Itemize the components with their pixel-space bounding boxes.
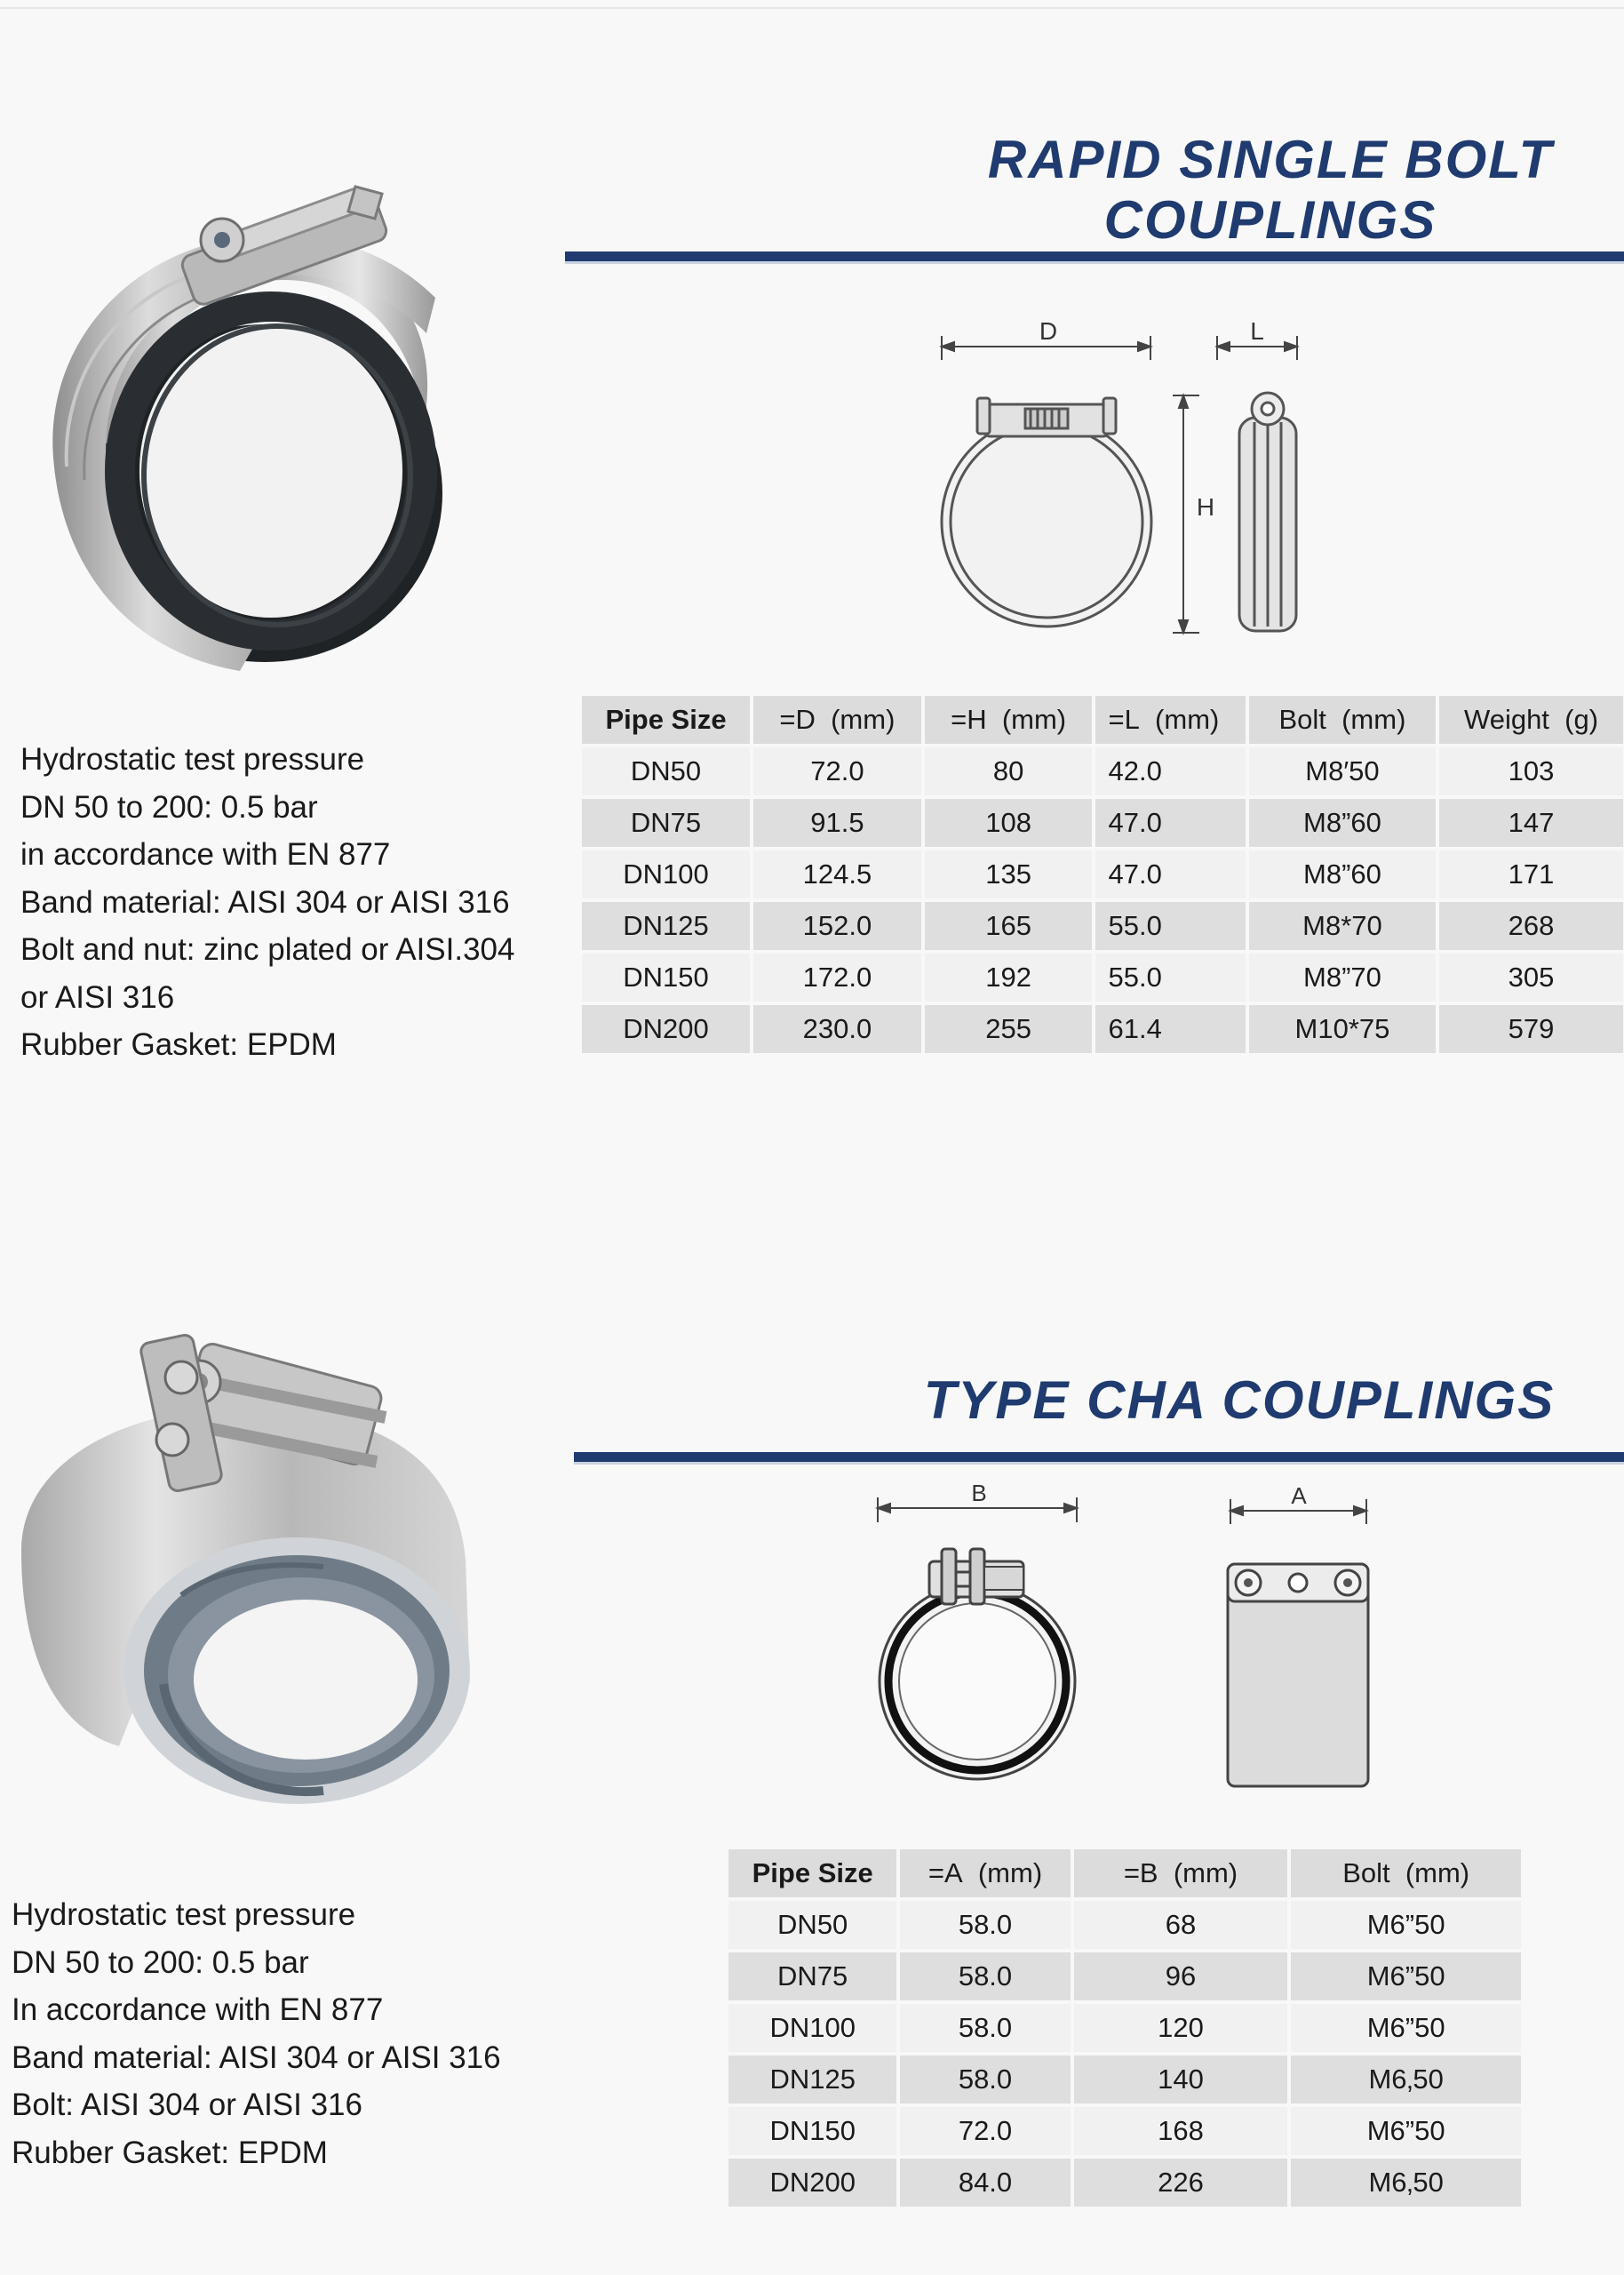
table-cell: 268 <box>1439 902 1623 950</box>
col-header-h: =H (mm) <box>925 696 1093 744</box>
table-row <box>582 954 1623 1002</box>
cha-spec-item: Bolt: AISI 304 or AISI 316 <box>12 2087 362 2122</box>
cha-spec-item: Band material: AISI 304 or AISI 316 <box>12 2040 501 2075</box>
table-row <box>582 1005 1623 1053</box>
col-header-l: =L (mm) <box>1095 696 1245 744</box>
col-header-d: =D (mm) <box>753 696 921 744</box>
type-cha-section <box>0 1111 1624 2275</box>
table-cell: 108 <box>925 799 1093 847</box>
cha-title-rule <box>574 1452 1624 1465</box>
rapid-spec-item: Rubber Gasket: EPDM <box>20 1027 337 1062</box>
table-cell: DN100 <box>582 850 750 898</box>
table-cell: 255 <box>925 1005 1093 1053</box>
table-cell: DN50 <box>728 1901 896 1949</box>
table-cell: M8”70 <box>1249 954 1436 1002</box>
col-header-bolt: Bolt (mm) <box>1291 1849 1521 1897</box>
table-cell: M6”50 <box>1291 1952 1521 2000</box>
col-header-weight: Weight (g) <box>1439 696 1623 744</box>
table-cell: DN150 <box>582 954 750 1002</box>
table-cell: M6‚50 <box>1291 2055 1521 2103</box>
table-cell: DN75 <box>582 799 750 847</box>
rapid-coupling-photo <box>36 173 498 671</box>
table-cell: M8*70 <box>1249 902 1436 950</box>
table-row <box>582 747 1623 795</box>
rapid-single-bolt-section <box>0 0 1624 1111</box>
table-cell: M6‚50 <box>1291 2159 1521 2207</box>
table-cell: M6”50 <box>1291 2004 1521 2052</box>
rapid-spec-list <box>20 736 553 1069</box>
cha-spec-table <box>725 1846 1524 2210</box>
rapid-spec-item: or AISI 316 <box>20 979 175 1015</box>
table-cell: 172.0 <box>753 954 921 1002</box>
dim-label-b: B <box>971 1480 987 1506</box>
rapid-title-line2: COUPLINGS <box>1103 190 1437 250</box>
table-row <box>582 799 1623 847</box>
table-cell: 226 <box>1074 2159 1288 2207</box>
table-row <box>582 850 1623 898</box>
table-cell: 72.0 <box>900 2107 1070 2155</box>
col-header-pipe-size: Pipe Size <box>582 696 750 744</box>
table-cell: DN200 <box>728 2159 896 2207</box>
table-cell: 171 <box>1439 850 1623 898</box>
rapid-title <box>915 130 1624 251</box>
cha-spec-item: DN 50 to 200: 0.5 bar <box>12 1944 309 1980</box>
table-cell: M8”60 <box>1249 799 1436 847</box>
rapid-spec-item: Hydrostatic test pressure <box>20 742 365 777</box>
table-cell: 61.4 <box>1095 1005 1245 1053</box>
table-row <box>728 1952 1521 2000</box>
table-cell: 135 <box>925 850 1093 898</box>
table-header-row <box>582 696 1623 744</box>
rapid-spec-item: in accordance with EN 877 <box>20 837 391 872</box>
table-cell: 124.5 <box>753 850 921 898</box>
table-row <box>728 2055 1521 2103</box>
table-cell: 152.0 <box>753 902 921 950</box>
col-header-bolt: Bolt (mm) <box>1249 696 1436 744</box>
table-cell: 91.5 <box>753 799 921 847</box>
table-cell: 579 <box>1439 1005 1623 1053</box>
table-cell: 140 <box>1074 2055 1288 2103</box>
col-header-a: =A (mm) <box>900 1849 1070 1897</box>
table-row <box>728 2004 1521 2052</box>
cha-spec-item: Hydrostatic test pressure <box>12 1897 356 1932</box>
table-cell: 305 <box>1439 954 1623 1002</box>
table-cell: 80 <box>925 747 1093 795</box>
cha-dimension-drawing <box>871 1480 1386 1800</box>
table-cell: DN75 <box>728 1952 896 2000</box>
table-cell: 96 <box>1074 1952 1288 2000</box>
table-cell: 42.0 <box>1095 747 1245 795</box>
table-row <box>582 902 1623 950</box>
table-cell: M8”60 <box>1249 850 1436 898</box>
table-cell: 58.0 <box>900 2055 1070 2103</box>
table-cell: 84.0 <box>900 2159 1070 2207</box>
table-cell: 55.0 <box>1095 902 1245 950</box>
table-cell: DN150 <box>728 2107 896 2155</box>
table-cell: M6”50 <box>1291 2107 1521 2155</box>
table-cell: 47.0 <box>1095 799 1245 847</box>
table-cell: 55.0 <box>1095 954 1245 1002</box>
table-cell: 168 <box>1074 2107 1288 2155</box>
table-cell: 165 <box>925 902 1093 950</box>
table-cell: 68 <box>1074 1901 1288 1949</box>
rapid-spec-item: Band material: AISI 304 or AISI 316 <box>20 884 510 920</box>
rapid-front-view <box>942 398 1151 627</box>
col-header-b: =B (mm) <box>1074 1849 1288 1897</box>
dim-label-l: L <box>1250 317 1264 345</box>
table-cell: M10*75 <box>1249 1005 1436 1053</box>
rapid-spec-table <box>578 692 1624 1057</box>
rapid-title-line1: RAPID SINGLE BOLT <box>987 130 1554 189</box>
rapid-spec-item: DN 50 to 200: 0.5 bar <box>20 789 318 825</box>
table-cell: 192 <box>925 954 1093 1002</box>
table-row <box>728 2107 1521 2155</box>
dim-label-d: D <box>1039 317 1058 345</box>
rapid-side-view <box>1239 393 1296 631</box>
cha-side-view <box>1228 1564 1368 1786</box>
table-cell: DN200 <box>582 1005 750 1053</box>
table-row <box>728 2159 1521 2207</box>
cha-front-view <box>880 1549 1075 1779</box>
table-cell: M8′50 <box>1249 747 1436 795</box>
table-cell: 120 <box>1074 2004 1288 2052</box>
table-cell: DN125 <box>728 2055 896 2103</box>
cha-spec-item: Rubber Gasket: EPDM <box>12 2135 328 2170</box>
dim-label-h: H <box>1196 493 1215 521</box>
rapid-dimension-drawing <box>933 311 1306 649</box>
cha-coupling-photo <box>12 1329 474 1808</box>
col-header-pipe-size: Pipe Size <box>728 1849 896 1897</box>
table-cell: 147 <box>1439 799 1623 847</box>
table-cell: DN50 <box>582 747 750 795</box>
table-row <box>728 1901 1521 1949</box>
rapid-title-rule <box>565 251 1624 264</box>
table-cell: DN125 <box>582 902 750 950</box>
table-cell: 103 <box>1439 747 1623 795</box>
table-cell: DN100 <box>728 2004 896 2052</box>
table-cell: M6”50 <box>1291 1901 1521 1949</box>
dim-label-a: A <box>1291 1482 1307 1509</box>
table-cell: 47.0 <box>1095 850 1245 898</box>
cha-title <box>880 1370 1599 1431</box>
cha-title-text: TYPE CHA COUPLINGS <box>923 1370 1556 1430</box>
table-header-row <box>728 1849 1521 1897</box>
table-cell: 58.0 <box>900 1952 1070 2000</box>
table-cell: 72.0 <box>753 747 921 795</box>
rapid-spec-item: Bolt and nut: zinc plated or AISI.304 <box>20 932 515 967</box>
cha-spec-item: In accordance with EN 877 <box>12 1992 384 2027</box>
table-cell: 230.0 <box>753 1005 921 1053</box>
cha-spec-list <box>12 1891 562 2176</box>
table-cell: 58.0 <box>900 2004 1070 2052</box>
table-cell: 58.0 <box>900 1901 1070 1949</box>
